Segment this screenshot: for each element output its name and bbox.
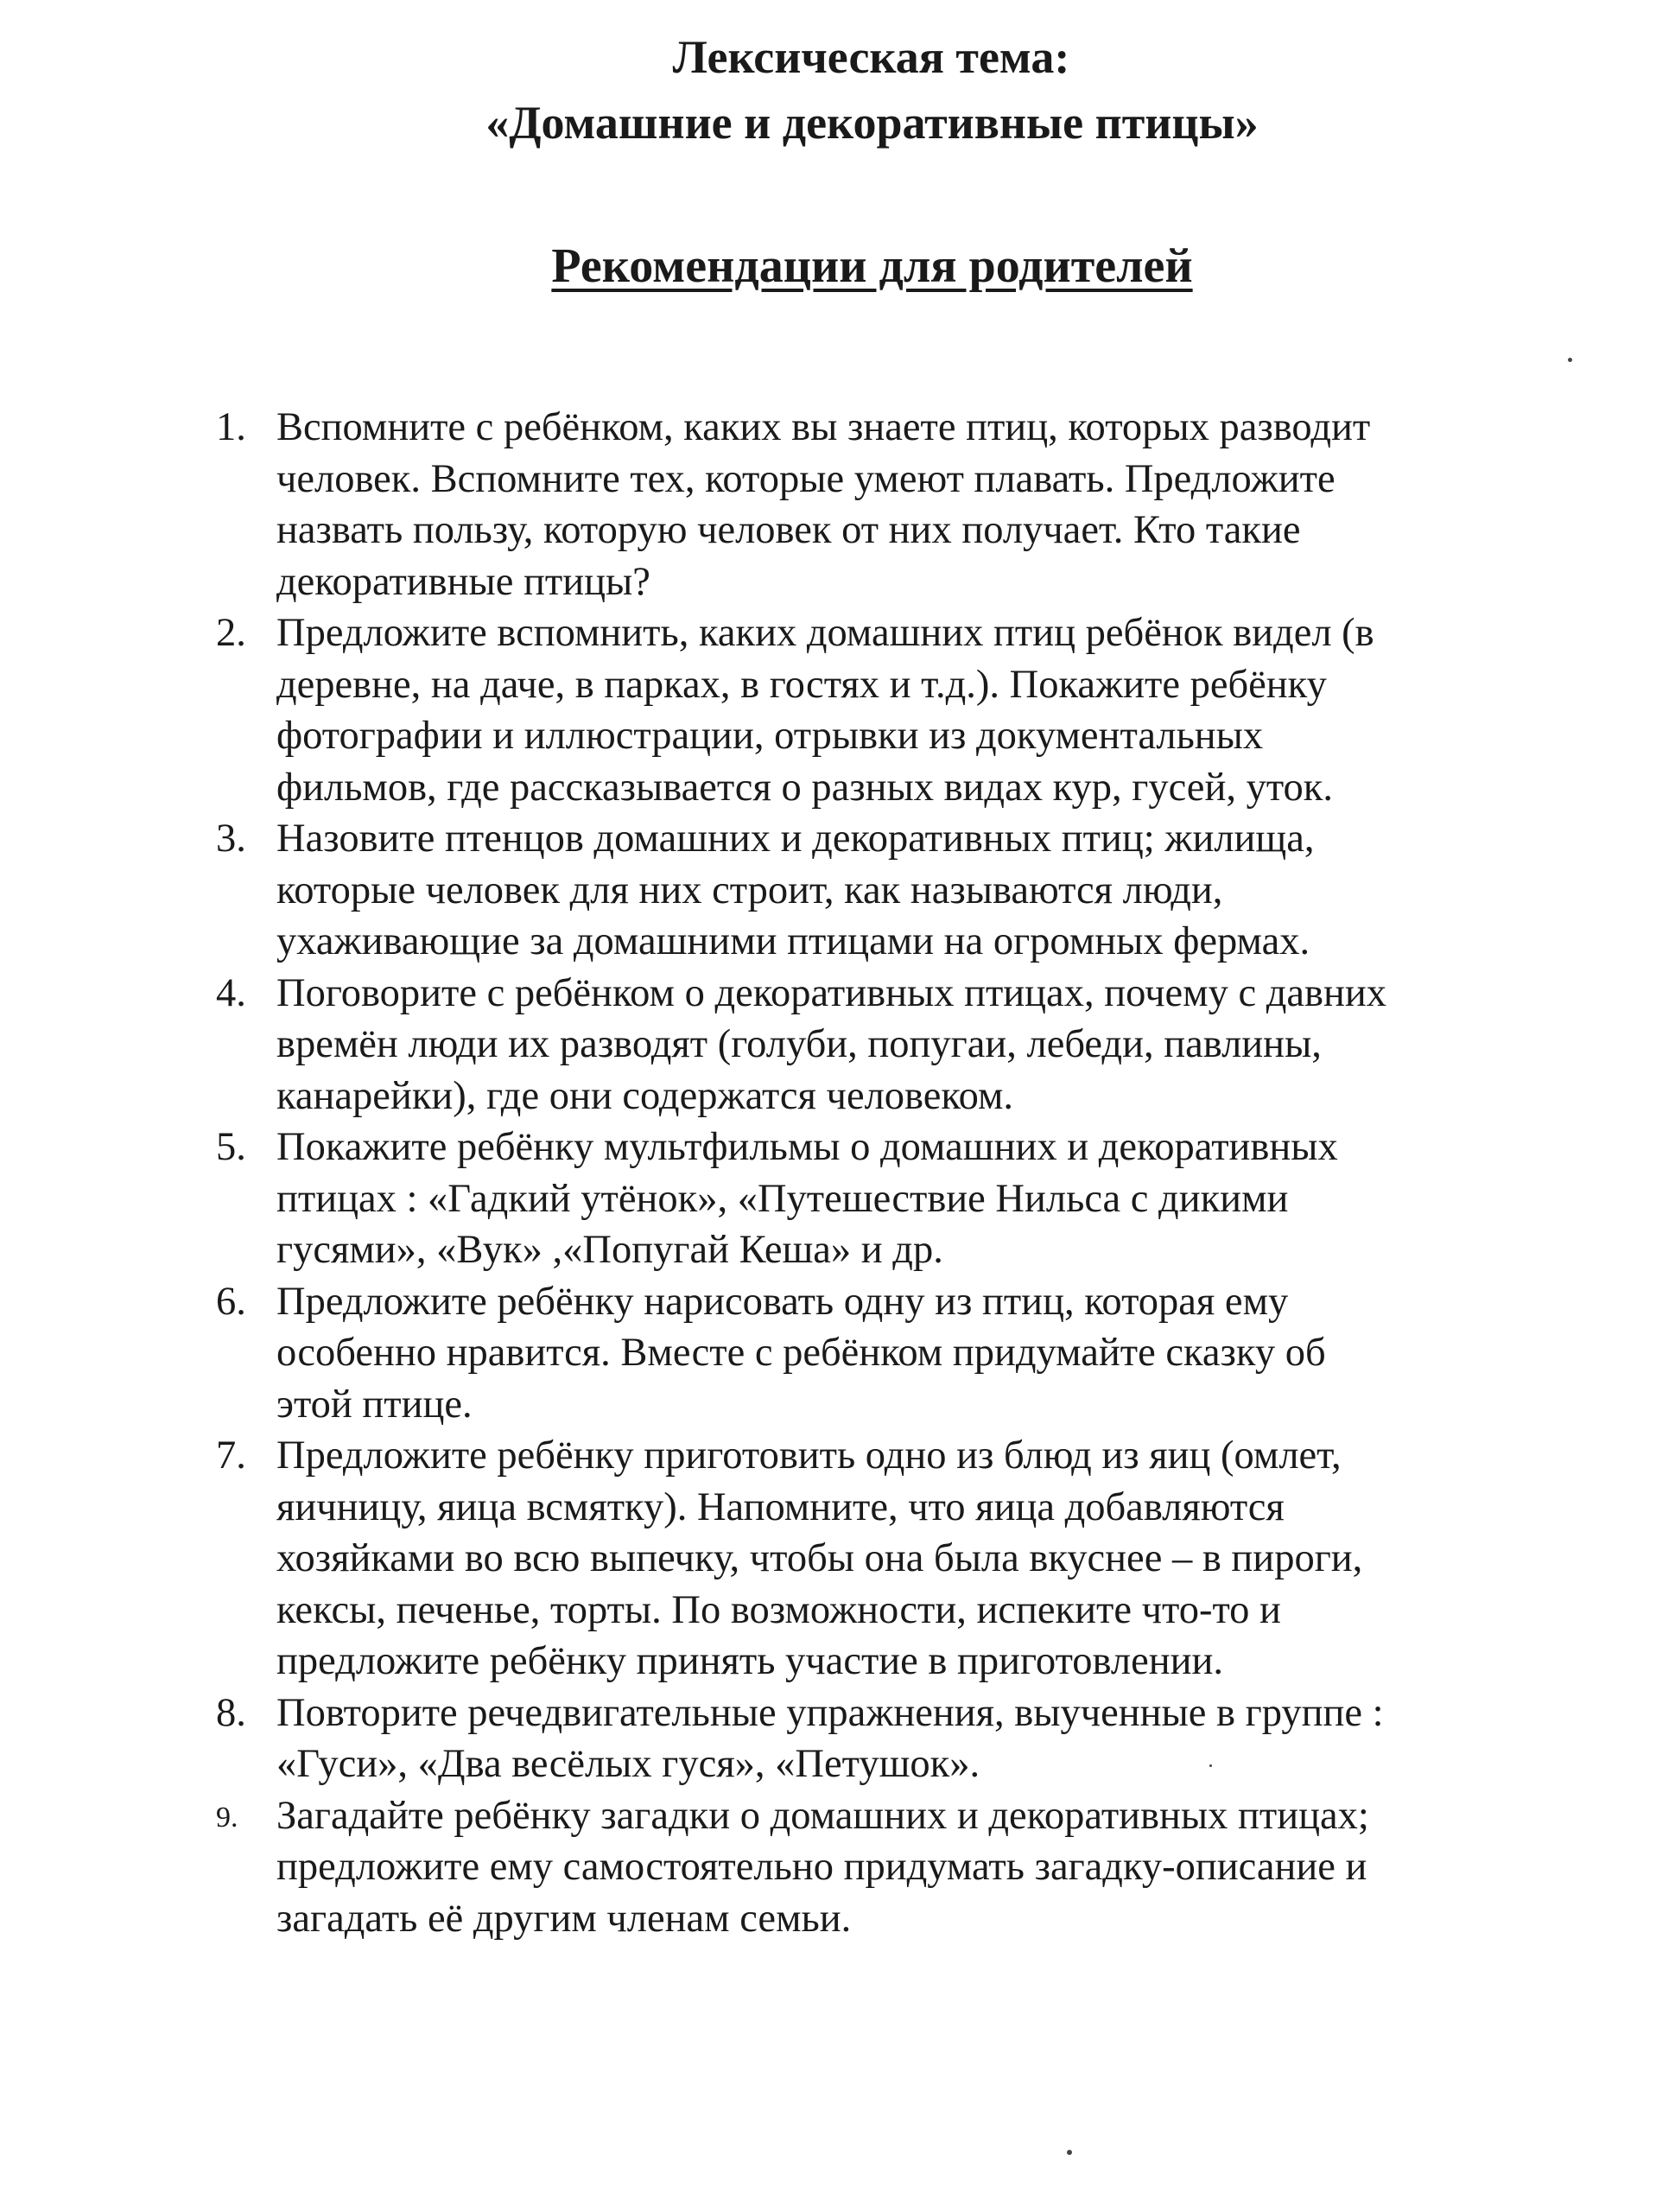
item-line: яичницу, яица всмятку). Напомните, что яица добавляются	[276, 1484, 1285, 1529]
item-line: этой птице.	[276, 1382, 473, 1427]
item-line: «Гуси», «Два весёлых гуся», «Петушок».	[276, 1742, 980, 1786]
item-line: Предложите вспомнить, каких домашних птиц ребёнок видел (в	[276, 611, 1374, 655]
item-number: 9.	[216, 1801, 238, 1834]
item-line: гусями», «Вук» ,«Попугай Кеша» и др.	[276, 1228, 943, 1272]
item-line: Предложите ребёнку нарисовать одну из птиц, которая ему	[276, 1279, 1289, 1324]
list-item	[216, 607, 1512, 813]
list-item	[216, 1430, 1512, 1688]
item-line: предложите ему самостоятельно придумать загадку-описание и	[276, 1845, 1367, 1889]
list-item	[216, 813, 1512, 968]
item-line: Загадайте ребёнку загадки о домашних и декоративных птицах;	[276, 1793, 1369, 1838]
item-line: Назовите птенцов домашних и декоративных птиц; жилища,	[276, 817, 1315, 861]
item-line: Покажите ребёнку мультфильмы о домашних и декоративных	[276, 1125, 1338, 1169]
scan-speck	[1067, 2150, 1072, 2155]
item-number: 7.	[216, 1433, 246, 1478]
item-line: назвать пользу, которую человек от них получает. Кто такие	[276, 508, 1301, 552]
item-line: Вспомните с ребёнком, каких вы знаете птиц, которых разводит	[276, 405, 1371, 449]
item-line: деревне, на даче, в парках, в гостях и т.д.). Покажите ребёнку	[276, 662, 1327, 707]
item-line: канарейки), где они содержатся человеком.	[276, 1073, 1014, 1118]
list-item	[216, 1790, 1512, 1945]
item-line: предложите ребёнку принять участие в приготовлении.	[276, 1639, 1223, 1683]
list-item	[216, 968, 1512, 1122]
list-item	[216, 402, 1512, 607]
item-line: декоративные птицы?	[276, 559, 650, 604]
topic-label: Лексическая тема:	[672, 31, 1070, 83]
item-line: загадать её другим членам семьи.	[276, 1896, 852, 1941]
item-number: 6.	[216, 1279, 246, 1324]
scan-speck	[1568, 358, 1572, 362]
item-line: Предложите ребёнку приготовить одно из блюд из яиц (омлет,	[276, 1433, 1342, 1478]
document-header	[0, 24, 1675, 299]
item-line: хозяйками во всю выпечку, чтобы она была вкуснее – в пироги,	[276, 1536, 1363, 1580]
item-line: человек. Вспомните тех, которые умеют плавать. Предложите	[276, 456, 1336, 501]
item-line: кексы, печенье, торты. По возможности, испеките что-то и	[276, 1587, 1281, 1632]
item-line: ухаживающие за домашними птицами на огромных фермах.	[276, 919, 1310, 963]
item-line: Повторите речедвигательные упражнения, выученные в группе :	[276, 1690, 1384, 1735]
item-line: которые человек для них строит, как называются люди,	[276, 868, 1223, 912]
item-line: особенно нравится. Вместе с ребёнком придумайте сказку об	[276, 1331, 1326, 1375]
list-item	[216, 1276, 1512, 1431]
item-line: фотографии и иллюстрации, отрывки из документальных	[276, 714, 1264, 758]
item-number: 3.	[216, 817, 246, 861]
item-number: 2.	[216, 611, 246, 655]
item-line: времён люди их разводят (голуби, попугаи, лебеди, павлины,	[276, 1022, 1322, 1066]
item-line: фильмов, где рассказывается о разных видах кур, гусей, уток.	[276, 765, 1334, 810]
scan-speck	[1209, 1764, 1212, 1767]
item-line: Поговорите с ребёнком о декоративных птицах, почему с давних	[276, 970, 1386, 1015]
list-item	[216, 1688, 1512, 1790]
item-number: 1.	[216, 405, 246, 449]
item-number: 4.	[216, 970, 246, 1015]
list-item	[216, 1122, 1512, 1276]
item-line: птицах : «Гадкий утёнок», «Путешествие Нильса с дикими	[276, 1176, 1289, 1221]
subtitle	[69, 233, 1675, 299]
item-number: 5.	[216, 1125, 246, 1169]
subtitle-text: Рекомендации для родителей	[551, 239, 1193, 293]
topic-name: «Домашние и декоративные птицы»	[485, 97, 1259, 149]
item-number: 8.	[216, 1690, 246, 1735]
recommendations-list	[216, 402, 1512, 1944]
